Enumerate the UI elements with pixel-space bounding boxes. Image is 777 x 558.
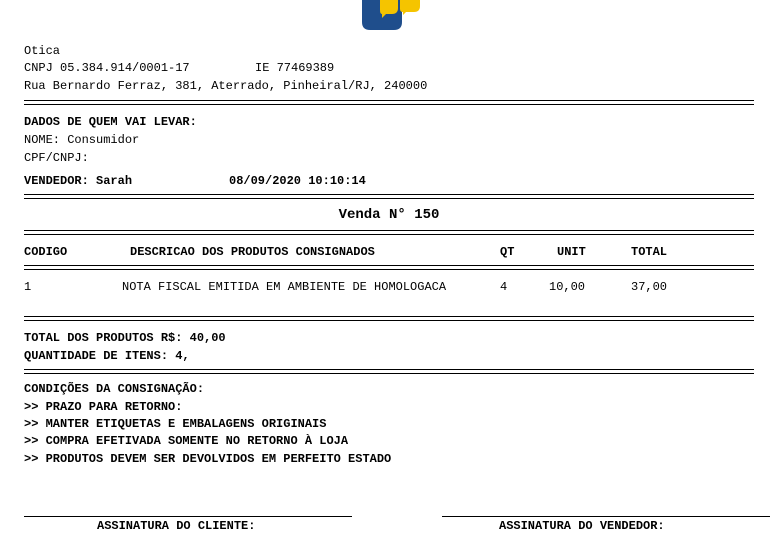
- company-ie: IE 77469389: [255, 61, 335, 75]
- condition-item: >> MANTER ETIQUETAS E EMBALAGENS ORIGINAIS: [24, 417, 327, 431]
- seller-signature-line: [442, 516, 770, 517]
- sale-title: Venda N° 150: [338, 207, 440, 223]
- row-description: NOTA FISCAL EMITIDA EM AMBIENTE DE HOMOLOGACA: [122, 280, 447, 294]
- separator: [24, 316, 754, 321]
- row-qty: 4: [500, 280, 508, 294]
- row-total: 37,00: [631, 280, 668, 294]
- company-cnpj: CNPJ 05.384.914/0001-17: [24, 61, 190, 75]
- separator: [24, 230, 754, 235]
- condition-item: >> PRODUTOS DEVEM SER DEVOLVIDOS EM PERFEITO ESTADO: [24, 452, 392, 466]
- client-signature-label: ASSINATURA DO CLIENTE:: [97, 519, 256, 533]
- customer-heading: DADOS DE QUEM VAI LEVAR:: [24, 115, 197, 129]
- client-signature-line: [24, 516, 352, 517]
- total-products: TOTAL DOS PRODUTOS R$: 40,00: [24, 331, 226, 345]
- row-unit: 10,00: [549, 280, 586, 294]
- seller-line: VENDEDOR: Sarah: [24, 174, 133, 188]
- company-logo: [362, 0, 420, 30]
- condition-item: >> COMPRA EFETIVADA SOMENTE NO RETORNO À LOJA: [24, 434, 349, 448]
- company-address: Rua Bernardo Ferraz, 381, Aterrado, Pinheiral/RJ, 240000: [24, 79, 428, 93]
- sale-datetime: 08/09/2020 10:10:14: [229, 174, 366, 188]
- condition-item: >> PRAZO PARA RETORNO:: [24, 400, 183, 414]
- total-items: QUANTIDADE DE ITENS: 4,: [24, 349, 190, 363]
- conditions-heading: CONDIÇÕES DA CONSIGNAÇÃO:: [24, 382, 205, 396]
- separator: [24, 194, 754, 199]
- customer-document: CPF/CNPJ:: [24, 151, 89, 165]
- col-header-code: CODIGO: [24, 245, 68, 259]
- col-header-description: DESCRICAO DOS PRODUTOS CONSIGNADOS: [130, 245, 375, 259]
- col-header-qty: QT: [500, 245, 515, 259]
- customer-name: NOME: Consumidor: [24, 133, 140, 147]
- company-name: Otica: [24, 44, 61, 58]
- separator: [24, 265, 754, 270]
- separator: [24, 100, 754, 105]
- col-header-total: TOTAL: [631, 245, 668, 259]
- row-code: 1: [24, 280, 32, 294]
- col-header-unit: UNIT: [557, 245, 586, 259]
- separator: [24, 369, 754, 374]
- seller-signature-label: ASSINATURA DO VENDEDOR:: [499, 519, 665, 533]
